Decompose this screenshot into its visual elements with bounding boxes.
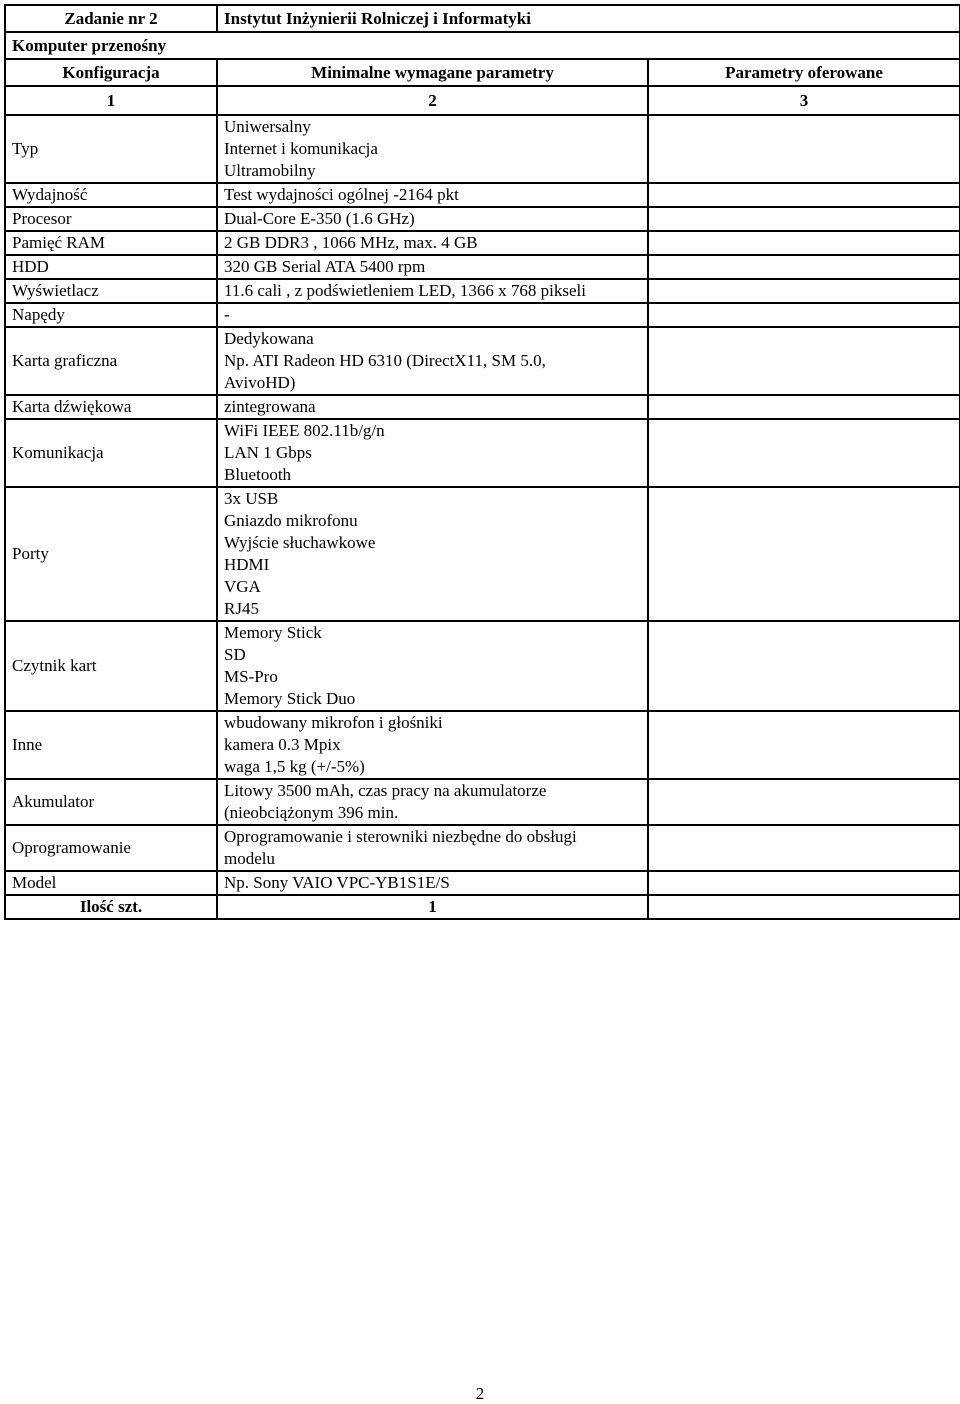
offered-parameter-cell[interactable] <box>648 487 960 621</box>
spec-value-line: AvivoHD) <box>224 373 296 392</box>
spec-value <box>217 419 648 487</box>
spec-value-line: waga 1,5 kg (+/-5%) <box>224 757 365 776</box>
offered-parameter-cell[interactable] <box>648 825 960 871</box>
spec-label: Napędy <box>5 303 217 327</box>
spec-value <box>217 711 648 779</box>
spec-row <box>5 621 960 711</box>
spec-label: Porty <box>5 487 217 621</box>
spec-row <box>5 825 960 871</box>
spec-value <box>217 825 648 871</box>
spec-value-line: Bluetooth <box>224 465 292 484</box>
spec-value <box>217 255 648 279</box>
spec-label: Inne <box>5 711 217 779</box>
offered-parameter-cell[interactable] <box>648 279 960 303</box>
spec-value-line: Memory Stick Duo <box>224 689 356 708</box>
spec-value-line: zintegrowana <box>224 397 316 416</box>
column-header-offer: Parametry oferowane <box>648 59 960 86</box>
spec-value-line: WiFi IEEE 802.11b/g/n <box>224 421 385 440</box>
offered-parameter-cell[interactable] <box>648 303 960 327</box>
spec-value <box>217 395 648 419</box>
offered-parameter-cell[interactable] <box>648 255 960 279</box>
quantity-label: Ilość szt. <box>5 895 217 919</box>
spec-value <box>217 231 648 255</box>
spec-label: Karta graficzna <box>5 327 217 395</box>
spec-value-line: LAN 1 Gbps <box>224 443 312 462</box>
offered-parameter-cell[interactable] <box>648 231 960 255</box>
spec-row <box>5 231 960 255</box>
spec-value-line: Oprogramowanie i sterowniki niezbędne do obsługi <box>224 827 577 846</box>
offered-parameter-cell[interactable] <box>648 183 960 207</box>
spec-value-line: modelu <box>224 849 275 868</box>
spec-value-line: Internet i komunikacja <box>224 139 378 158</box>
offered-parameter-cell[interactable] <box>648 779 960 825</box>
spec-value-line: Wyjście słuchawkowe <box>224 533 376 552</box>
spec-row <box>5 207 960 231</box>
spec-label: Akumulator <box>5 779 217 825</box>
spec-value-line: SD <box>224 645 246 664</box>
spec-row <box>5 487 960 621</box>
column-header-config: Konfiguracja <box>5 59 217 86</box>
spec-row <box>5 115 960 183</box>
spec-value <box>217 327 648 395</box>
spec-value-line: Gniazdo mikrofonu <box>224 511 358 530</box>
column-header-min: Minimalne wymagane parametry <box>217 59 648 86</box>
spec-label: Pamięć RAM <box>5 231 217 255</box>
page-number: 2 <box>475 1384 485 1403</box>
spec-label: Wyświetlacz <box>5 279 217 303</box>
subject-title: Komputer przenośny <box>5 32 960 59</box>
spec-row <box>5 419 960 487</box>
quantity-value: 1 <box>217 895 648 919</box>
offered-parameter-cell[interactable] <box>648 711 960 779</box>
spec-label: Procesor <box>5 207 217 231</box>
institute-name: Instytut Inżynierii Rolniczej i Informatyki <box>217 5 960 32</box>
spec-value-line: wbudowany mikrofon i głośniki <box>224 713 443 732</box>
spec-value <box>217 487 648 621</box>
spec-row <box>5 395 960 419</box>
column-number-3: 3 <box>648 86 960 115</box>
spec-value <box>217 871 648 895</box>
quantity-offer-cell[interactable] <box>648 895 960 919</box>
spec-label: Oprogramowanie <box>5 825 217 871</box>
spec-row <box>5 279 960 303</box>
spec-row <box>5 255 960 279</box>
offered-parameter-cell[interactable] <box>648 207 960 231</box>
spec-label: Karta dźwiękowa <box>5 395 217 419</box>
spec-value-line: Dual-Core E-350 (1.6 GHz) <box>224 209 415 228</box>
column-header-row <box>5 59 960 86</box>
offered-parameter-cell[interactable] <box>648 419 960 487</box>
spec-value <box>217 207 648 231</box>
spec-value <box>217 279 648 303</box>
spec-value-line: VGA <box>224 577 261 596</box>
spec-row <box>5 303 960 327</box>
column-number-row <box>5 86 960 115</box>
spec-value-line: Ultramobilny <box>224 161 316 180</box>
spec-value-line: 11.6 cali , z podświetleniem LED, 1366 x 768 pikseli <box>224 281 586 300</box>
spec-value-line: 3x USB <box>224 489 279 508</box>
spec-value <box>217 115 648 183</box>
spec-value <box>217 779 648 825</box>
spec-row <box>5 711 960 779</box>
offered-parameter-cell[interactable] <box>648 621 960 711</box>
spec-value-line: (nieobciążonym 396 min. <box>224 803 399 822</box>
subject-row <box>5 32 960 59</box>
quantity-row <box>5 895 960 919</box>
spec-value-line: Np. Sony VAIO VPC-YB1S1E/S <box>224 873 450 892</box>
spec-label: Model <box>5 871 217 895</box>
offered-parameter-cell[interactable] <box>648 395 960 419</box>
title-row <box>5 5 960 32</box>
spec-row <box>5 871 960 895</box>
specification-table <box>4 4 960 920</box>
spec-value-line: kamera 0.3 Mpix <box>224 735 341 754</box>
column-number-1: 1 <box>5 86 217 115</box>
spec-label: Czytnik kart <box>5 621 217 711</box>
task-number: Zadanie nr 2 <box>5 5 217 32</box>
offered-parameter-cell[interactable] <box>648 871 960 895</box>
spec-value-line: Memory Stick <box>224 623 322 642</box>
spec-label: HDD <box>5 255 217 279</box>
spec-value-line: Litowy 3500 mAh, czas pracy na akumulatorze <box>224 781 547 800</box>
spec-value <box>217 303 648 327</box>
spec-value-line: HDMI <box>224 555 270 574</box>
spec-value-line: - <box>224 305 230 324</box>
spec-value-line: Dedykowana <box>224 329 314 348</box>
spec-value-line: MS-Pro <box>224 667 278 686</box>
spec-row <box>5 183 960 207</box>
spec-value-line: 320 GB Serial ATA 5400 rpm <box>224 257 426 276</box>
spec-value <box>217 183 648 207</box>
spec-row <box>5 327 960 395</box>
spec-row <box>5 779 960 825</box>
offered-parameter-cell[interactable] <box>648 115 960 183</box>
offered-parameter-cell[interactable] <box>648 327 960 395</box>
spec-value-line: 2 GB DDR3 , 1066 MHz, max. 4 GB <box>224 233 478 252</box>
column-number-2: 2 <box>217 86 648 115</box>
spec-value <box>217 621 648 711</box>
spec-value-line: Np. ATI Radeon HD 6310 (DirectX11, SM 5.0, <box>224 351 546 370</box>
spec-value-line: Uniwersalny <box>224 117 311 136</box>
spec-label: Komunikacja <box>5 419 217 487</box>
spec-label: Wydajność <box>5 183 217 207</box>
spec-value-line: Test wydajności ogólnej -2164 pkt <box>224 185 459 204</box>
spec-value-line: RJ45 <box>224 599 259 618</box>
spec-label: Typ <box>5 115 217 183</box>
